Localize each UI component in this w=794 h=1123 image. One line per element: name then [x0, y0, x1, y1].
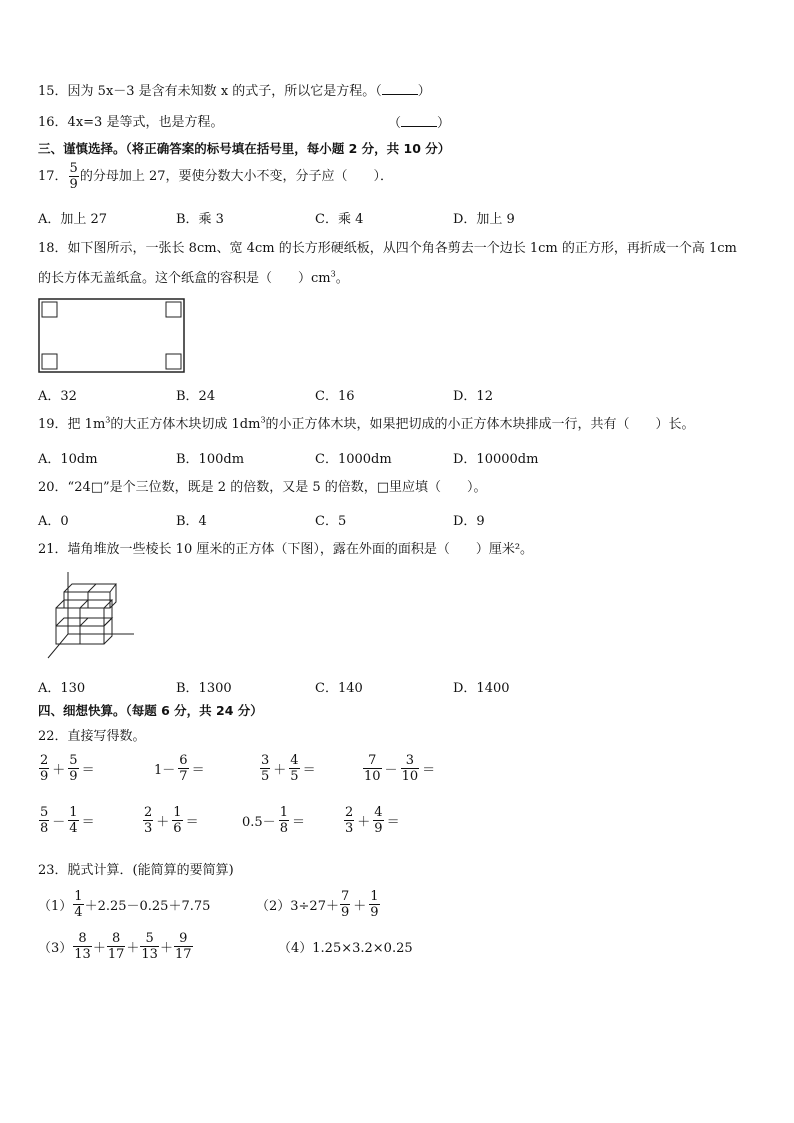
expression-4: $\frac{7}{10}$ － $\frac{3}{10}$ ＝ [364, 753, 436, 784]
option-b[interactable]: B．24 [176, 389, 216, 404]
expression-3: $\frac{3}{5}$ ＋ $\frac{4}{5}$ ＝ [261, 753, 316, 784]
option-d[interactable]: D．12 [453, 389, 493, 404]
question-23-title: 23．脱式计算．(能简算的要简算) [38, 863, 234, 878]
option-c[interactable]: C．16 [315, 389, 355, 404]
question-15-text: 15．因为 5x－3 是含有未知数 x 的式子，所以它是方程。（ [38, 84, 382, 99]
question-18-line2: 的长方体无盖纸盒。这个纸盒的容积是（ ）$cm^3$。 [38, 269, 349, 286]
question-15: 15．因为 5x－3 是含有未知数 x 的式子，所以它是方程。（ ） [38, 84, 431, 99]
cardboard-diagram [38, 298, 186, 374]
option-b[interactable]: B．1300 [176, 681, 232, 696]
question-20: 20．“24□”是个三位数，既是 2 的倍数，又是 5 的倍数，□里应填（ ）。 [38, 480, 487, 495]
option-a[interactable]: A．130 [38, 681, 86, 696]
question-17: 17． $\frac{5}{9}$ 的分母加上 27，要使分数大小不变，分子应（ ）． [38, 161, 394, 192]
option-a[interactable]: A．32 [38, 389, 77, 404]
option-b[interactable]: B．100dm [176, 452, 245, 467]
question-21: 21．墙角堆放一些棱长 10 厘米的正方体（下图），露在外面的面积是（ ）厘米²。 [38, 542, 534, 557]
option-c[interactable]: C．1000dm [315, 452, 392, 467]
question-16-answer: （ ） [388, 116, 451, 131]
option-a[interactable]: A．加上 27 [38, 212, 108, 227]
answer-blank[interactable] [401, 114, 437, 127]
option-b[interactable]: B．4 [176, 514, 207, 529]
option-d[interactable]: D．加上 9 [453, 212, 515, 227]
calc-2: （2）3÷27＋ $\frac{7}{9}$ ＋ $\frac{1}{9}$ [256, 889, 379, 920]
question-16-text: 16．4x=3 是等式，也是方程。 [38, 115, 224, 130]
calc-3: （3） $\frac{8}{13}$ ＋ $\frac{8}{17}$ ＋ $\frac{5}{13}$ ＋ $\frac{9}{17}$ [38, 931, 192, 962]
calc-4: （4）1.25×3.2×0.25 [278, 941, 413, 956]
option-d[interactable]: D．1400 [453, 681, 510, 696]
option-c[interactable]: C．乘 4 [315, 212, 364, 227]
calc-1: （1） $\frac{1}{4}$ ＋2.25－0.25＋7.75 [38, 889, 211, 920]
option-c[interactable]: C．5 [315, 514, 347, 529]
expression-7: 0.5－ $\frac{1}{8}$ ＝ [242, 805, 305, 836]
option-b[interactable]: B．乘 3 [176, 212, 224, 227]
section-4-heading: 四、细想快算。（每题 6 分，共 24 分） [38, 703, 263, 718]
question-22-title: 22．直接写得数。 [38, 729, 146, 744]
expression-2: 1－ $\frac{6}{7}$ ＝ [154, 753, 205, 784]
question-19: 19．把 $1m^3$的大正方体木块切成 $1dm^3$的小正方体木块，如果把切成的小正方体木块排成一行，共有（ ）长。 [38, 415, 695, 432]
expression-8: $\frac{2}{3}$ ＋ $\frac{4}{9}$ ＝ [345, 805, 400, 836]
expression-6: $\frac{2}{3}$ ＋ $\frac{1}{6}$ ＝ [144, 805, 199, 836]
section-3-heading: 三、谨慎选择。（将正确答案的标号填在括号里，每小题 2 分，共 10 分） [38, 141, 451, 156]
expression-5: $\frac{5}{8}$ － $\frac{1}{4}$ ＝ [40, 805, 95, 836]
option-d[interactable]: D．9 [453, 514, 485, 529]
expression-1: $\frac{2}{9}$ ＋ $\frac{5}{9}$ ＝ [40, 753, 95, 784]
fraction: $\frac{5}{9}$ [69, 161, 78, 192]
option-a[interactable]: A．0 [38, 514, 69, 529]
option-d[interactable]: D．10000dm [453, 452, 539, 467]
question-18-line1: 18．如下图所示，一张长 8cm、宽 4cm 的长方形硬纸板，从四个角各剪去一个边长 1cm 的正方形，再折成一个高 1cm [38, 241, 737, 256]
answer-blank[interactable] [382, 82, 418, 95]
option-c[interactable]: C．140 [315, 681, 363, 696]
cube-stack-diagram [44, 570, 140, 662]
option-a[interactable]: A．10dm [38, 452, 98, 467]
question-16 [38, 114, 223, 132]
